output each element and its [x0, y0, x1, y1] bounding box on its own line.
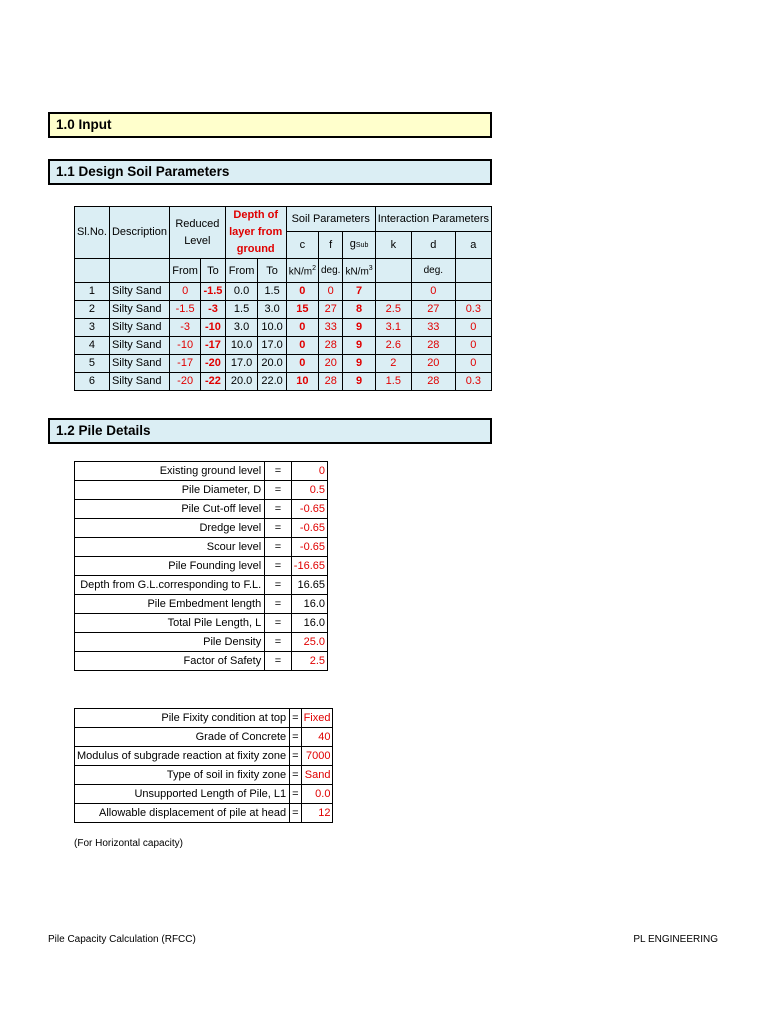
fixity-detail-value: Sand — [301, 766, 333, 785]
fixity-detail-row — [75, 709, 333, 728]
pile-detail-row — [75, 652, 328, 671]
header-rl-from: From — [170, 259, 201, 283]
cell-slno: 2 — [75, 301, 110, 319]
pile-detail-label: Total Pile Length, L — [75, 614, 265, 633]
fixity-detail-label: Pile Fixity condition at top — [75, 709, 290, 728]
cell-depth-from: 17.0 — [225, 355, 258, 373]
section-header-input: 1.0 Input — [48, 112, 492, 138]
cell-depth-from: 1.5 — [225, 301, 258, 319]
header-d: d — [411, 232, 455, 259]
cell-g: 9 — [343, 337, 375, 355]
cell-depth-from: 10.0 — [225, 337, 258, 355]
cell-description: Silty Sand — [109, 373, 169, 391]
pile-detail-equals: = — [265, 519, 292, 538]
cell-k: 3.1 — [375, 319, 411, 337]
fixity-detail-label: Grade of Concrete — [75, 728, 290, 747]
cell-f: 27 — [318, 301, 342, 319]
cell-depth-from: 20.0 — [225, 373, 258, 391]
soil-row — [75, 373, 492, 391]
soil-row — [75, 337, 492, 355]
cell-depth-from: 0.0 — [225, 283, 258, 301]
footer-company-name: PL ENGINEERING — [633, 934, 718, 945]
header-slno: Sl.No. — [75, 207, 110, 259]
pile-detail-equals: = — [265, 500, 292, 519]
cell-depth-to: 3.0 — [258, 301, 286, 319]
fixity-detail-value: 12 — [301, 804, 333, 823]
cell-a: 0 — [455, 337, 491, 355]
pile-detail-row — [75, 519, 328, 538]
pile-detail-row — [75, 500, 328, 519]
pile-detail-equals: = — [265, 652, 292, 671]
pile-detail-label: Existing ground level — [75, 462, 265, 481]
cell-slno: 6 — [75, 373, 110, 391]
cell-a: 0 — [455, 319, 491, 337]
fixity-detail-value: 0.0 — [301, 785, 333, 804]
cell-g: 9 — [343, 319, 375, 337]
soil-row — [75, 355, 492, 373]
cell-a: 0 — [455, 355, 491, 373]
unit-f: deg. — [318, 259, 342, 283]
pile-detail-value: -0.65 — [291, 538, 327, 557]
pile-fixity-table — [74, 708, 333, 823]
pile-detail-row — [75, 481, 328, 500]
header-depth-from: From — [225, 259, 258, 283]
pile-detail-value: -0.65 — [291, 500, 327, 519]
cell-rl-from: -17 — [170, 355, 201, 373]
fixity-detail-equals: = — [290, 709, 301, 728]
soil-row — [75, 301, 492, 319]
cell-f: 28 — [318, 373, 342, 391]
header-soil-parameters: Soil Parameters — [286, 207, 375, 232]
cell-a: 0.3 — [455, 373, 491, 391]
cell-f: 0 — [318, 283, 342, 301]
pile-detail-label: Factor of Safety — [75, 652, 265, 671]
cell-rl-from: 0 — [170, 283, 201, 301]
pile-detail-equals: = — [265, 462, 292, 481]
fixity-detail-label: Allowable displacement of pile at head — [75, 804, 290, 823]
cell-c: 0 — [286, 355, 318, 373]
cell-description: Silty Sand — [109, 301, 169, 319]
cell-f: 28 — [318, 337, 342, 355]
header-description: Description — [109, 207, 169, 259]
pile-detail-label: Pile Diameter, D — [75, 481, 265, 500]
fixity-detail-value: 40 — [301, 728, 333, 747]
pile-detail-equals: = — [265, 633, 292, 652]
fixity-detail-label: Modulus of subgrade reaction at fixity zone — [75, 747, 290, 766]
cell-description: Silty Sand — [109, 319, 169, 337]
pile-detail-row — [75, 576, 328, 595]
pile-detail-value: 16.0 — [291, 595, 327, 614]
pile-detail-value: 0 — [291, 462, 327, 481]
soil-parameters-table — [74, 206, 492, 391]
cell-c: 0 — [286, 337, 318, 355]
cell-g: 9 — [343, 373, 375, 391]
cell-depth-to: 22.0 — [258, 373, 286, 391]
cell-rl-to: -22 — [201, 373, 225, 391]
header-interaction-parameters: Interaction Parameters — [375, 207, 491, 232]
pile-detail-value: 0.5 — [291, 481, 327, 500]
fixity-detail-row — [75, 804, 333, 823]
fixity-detail-equals: = — [290, 785, 301, 804]
cell-k: 1.5 — [375, 373, 411, 391]
pile-details-table — [74, 461, 328, 671]
cell-depth-to: 20.0 — [258, 355, 286, 373]
cell-g: 9 — [343, 355, 375, 373]
cell-rl-to: -1.5 — [201, 283, 225, 301]
pile-detail-value: -16.65 — [291, 557, 327, 576]
pile-detail-value: 2.5 — [291, 652, 327, 671]
pile-detail-equals: = — [265, 576, 292, 595]
cell-c: 0 — [286, 319, 318, 337]
cell-depth-from: 3.0 — [225, 319, 258, 337]
cell-a — [455, 283, 491, 301]
header-c: c — [286, 232, 318, 259]
cell-description: Silty Sand — [109, 337, 169, 355]
fixity-detail-label: Unsupported Length of Pile, L1 — [75, 785, 290, 804]
cell-a: 0.3 — [455, 301, 491, 319]
fixity-detail-row — [75, 747, 333, 766]
header-k: k — [375, 232, 411, 259]
unit-d: deg. — [411, 259, 455, 283]
cell-rl-from: -20 — [170, 373, 201, 391]
cell-depth-to: 1.5 — [258, 283, 286, 301]
pile-detail-label: Pile Founding level — [75, 557, 265, 576]
fixity-detail-equals: = — [290, 728, 301, 747]
cell-slno: 4 — [75, 337, 110, 355]
cell-depth-to: 10.0 — [258, 319, 286, 337]
pile-detail-row — [75, 462, 328, 481]
pile-detail-row — [75, 557, 328, 576]
header-f: f — [318, 232, 342, 259]
pile-detail-value: 25.0 — [291, 633, 327, 652]
section-header-soil-parameters: 1.1 Design Soil Parameters — [48, 159, 492, 185]
pile-detail-equals: = — [265, 614, 292, 633]
cell-rl-to: -3 — [201, 301, 225, 319]
pile-detail-equals: = — [265, 538, 292, 557]
fixity-detail-row — [75, 728, 333, 747]
pile-detail-row — [75, 614, 328, 633]
header-g: gSub — [343, 232, 375, 259]
cell-slno: 1 — [75, 283, 110, 301]
pile-detail-label: Pile Density — [75, 633, 265, 652]
cell-k: 2 — [375, 355, 411, 373]
pile-detail-row — [75, 633, 328, 652]
cell-slno: 3 — [75, 319, 110, 337]
fixity-detail-row — [75, 785, 333, 804]
pile-detail-value: -0.65 — [291, 519, 327, 538]
pile-detail-value: 16.0 — [291, 614, 327, 633]
cell-rl-from: -10 — [170, 337, 201, 355]
cell-rl-from: -3 — [170, 319, 201, 337]
pile-detail-value: 16.65 — [291, 576, 327, 595]
cell-c: 15 — [286, 301, 318, 319]
pile-detail-label: Depth from G.L.corresponding to F.L. — [75, 576, 265, 595]
pile-detail-label: Dredge level — [75, 519, 265, 538]
pile-detail-equals: = — [265, 595, 292, 614]
section-header-pile-details: 1.2 Pile Details — [48, 418, 492, 444]
pile-detail-label: Pile Cut-off level — [75, 500, 265, 519]
pile-detail-row — [75, 538, 328, 557]
cell-d: 33 — [411, 319, 455, 337]
fixity-detail-value: Fixed — [301, 709, 333, 728]
cell-slno: 5 — [75, 355, 110, 373]
header-a: a — [455, 232, 491, 259]
cell-c: 0 — [286, 283, 318, 301]
cell-rl-to: -20 — [201, 355, 225, 373]
fixity-detail-value: 7000 — [301, 747, 333, 766]
fixity-detail-row — [75, 766, 333, 785]
pile-detail-equals: = — [265, 557, 292, 576]
cell-d: 27 — [411, 301, 455, 319]
pile-detail-label: Scour level — [75, 538, 265, 557]
cell-description: Silty Sand — [109, 283, 169, 301]
fixity-detail-equals: = — [290, 804, 301, 823]
cell-d: 28 — [411, 373, 455, 391]
soil-row — [75, 283, 492, 301]
cell-rl-from: -1.5 — [170, 301, 201, 319]
fixity-detail-equals: = — [290, 747, 301, 766]
cell-description: Silty Sand — [109, 355, 169, 373]
pile-detail-row — [75, 595, 328, 614]
cell-k — [375, 283, 411, 301]
cell-g: 7 — [343, 283, 375, 301]
pile-detail-label: Pile Embedment length — [75, 595, 265, 614]
cell-d: 0 — [411, 283, 455, 301]
header-depth-of-layer: Depth of layer from ground — [225, 207, 286, 259]
cell-k: 2.5 — [375, 301, 411, 319]
fixity-detail-label: Type of soil in fixity zone — [75, 766, 290, 785]
cell-c: 10 — [286, 373, 318, 391]
footer-document-title: Pile Capacity Calculation (RFCC) — [48, 934, 196, 945]
unit-g: $kN/m^3$ — [343, 259, 375, 283]
cell-g: 8 — [343, 301, 375, 319]
cell-k: 2.6 — [375, 337, 411, 355]
soil-row — [75, 319, 492, 337]
cell-f: 20 — [318, 355, 342, 373]
cell-rl-to: -17 — [201, 337, 225, 355]
fixity-detail-equals: = — [290, 766, 301, 785]
cell-depth-to: 17.0 — [258, 337, 286, 355]
unit-c: $kN/m^2$ — [286, 259, 318, 283]
header-depth-to: To — [258, 259, 286, 283]
cell-rl-to: -10 — [201, 319, 225, 337]
pile-detail-equals: = — [265, 481, 292, 500]
cell-d: 28 — [411, 337, 455, 355]
horizontal-capacity-note: (For Horizontal capacity) — [74, 838, 183, 849]
cell-f: 33 — [318, 319, 342, 337]
header-reduced-level: Reduced Level — [170, 207, 226, 259]
header-rl-to: To — [201, 259, 225, 283]
cell-d: 20 — [411, 355, 455, 373]
